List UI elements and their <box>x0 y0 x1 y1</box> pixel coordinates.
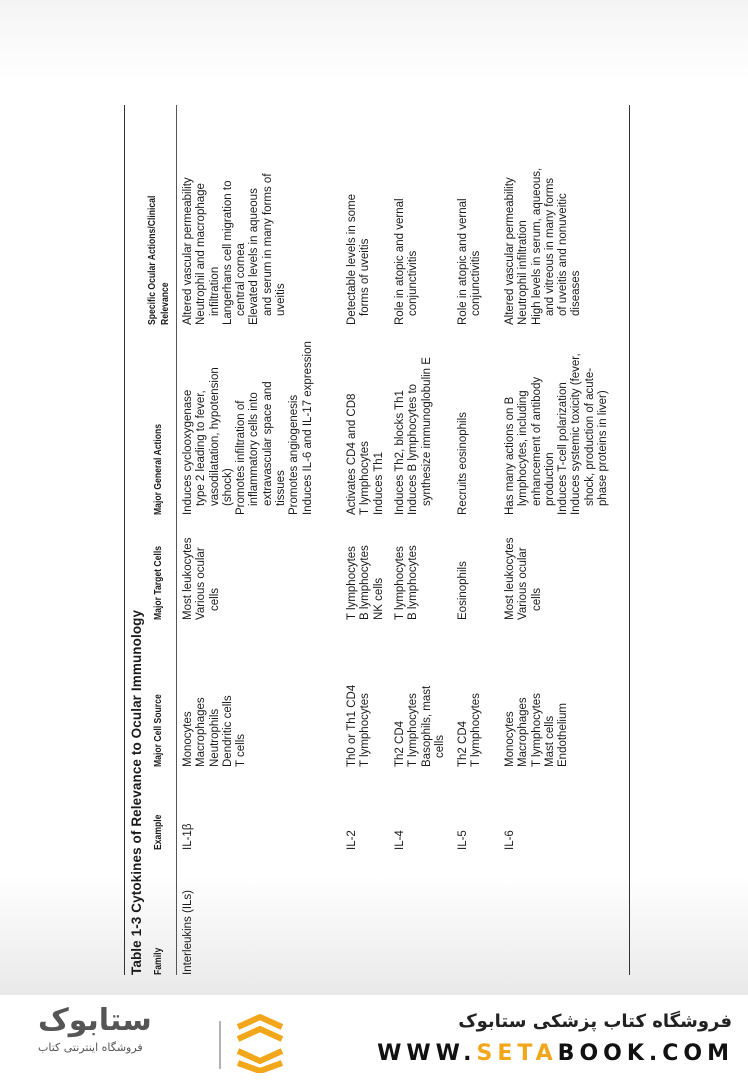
actions-line: synthesize immunoglobulin E <box>420 357 433 506</box>
actions-line: enhancement of antibody <box>530 376 543 506</box>
targets-line: T lymphocytes <box>394 546 406 620</box>
cell-ocular <box>182 173 288 325</box>
header-ocular-line: Relevance <box>159 282 171 325</box>
targets-line: Most leukocytes <box>504 537 516 620</box>
example-line: IL-1β <box>182 823 194 850</box>
source-line: T lymphocytes <box>407 693 420 767</box>
example-line: IL-2 <box>346 830 358 850</box>
targets-line: T lymphocytes <box>346 546 358 620</box>
ocular-line: Altered vascular permeability <box>182 177 194 325</box>
source-line: T lymphocytes <box>359 693 372 767</box>
table-title: Table 1-3 Cytokines of Relevance to Ocular Immunology <box>129 609 144 975</box>
actions-line: (shock) <box>221 468 234 506</box>
targets-line: Eosinophils <box>457 561 469 620</box>
ocular-line: conjunctivitis <box>407 250 420 316</box>
ocular-line: diseases <box>570 270 583 316</box>
cell-example <box>457 830 470 850</box>
cell-family <box>182 890 195 975</box>
actions-line: Induces systemic toxicity (fever, <box>570 353 583 515</box>
source-line: T cells <box>235 733 248 767</box>
ocular-line: Detectable levels in some <box>346 193 358 325</box>
cell-source <box>346 685 373 767</box>
targets-line: cells <box>530 587 543 611</box>
actions-line: lymphocytes, including <box>517 390 530 506</box>
cell-example <box>346 830 359 850</box>
source-line: T lymphocytes <box>530 693 543 767</box>
cell-source <box>457 693 484 767</box>
actions-line: Induces IL-6 and IL-17 expression <box>301 341 314 515</box>
cell-example <box>182 824 195 850</box>
actions-line: type 2 leading to fever, <box>195 390 208 506</box>
source-line: Dendritic cells <box>221 695 234 767</box>
ocular-line: forms of uveitis <box>359 238 372 316</box>
source-line: Basophils, mast <box>420 685 433 767</box>
store-url <box>377 1041 734 1066</box>
ocular-line: infiltration <box>208 266 221 316</box>
actions-line: production <box>543 452 556 506</box>
example-line: IL-4 <box>394 830 406 850</box>
actions-line: Activates CD4 and CD8 <box>346 393 358 515</box>
cell-ocular <box>394 198 421 325</box>
source-line: Neutrophils <box>208 708 221 767</box>
actions-line: Recruits eosinophils <box>457 412 469 515</box>
actions-line: Induces cyclooxygenase <box>182 389 194 515</box>
header-family: Family <box>152 947 164 975</box>
source-line: Mast cells <box>543 715 556 767</box>
ocular-line: and serum in many forms of <box>261 173 274 316</box>
actions-line: Induces T-cell polarization <box>557 382 570 515</box>
actions-line: Induces B lymphocytes to <box>407 383 420 515</box>
cell-ocular <box>504 168 584 325</box>
ocular-line: High levels in serum, aqueous, <box>530 167 543 325</box>
ocular-line: Neutrophil infiltration <box>517 220 530 325</box>
cell-actions <box>504 353 610 515</box>
targets-line: Most leukocytes <box>182 537 194 620</box>
cell-actions <box>394 357 434 515</box>
actions-line: extravascular space and <box>261 381 274 506</box>
ocular-line: Role in atopic and vernal <box>457 198 469 325</box>
cell-example <box>504 830 517 850</box>
header-actions: Major General Actions <box>152 423 164 515</box>
ocular-line: central cornea <box>235 243 248 316</box>
ocular-line: and vitreous in many forms <box>543 177 556 316</box>
source-line: Monocytes <box>182 711 194 767</box>
watermark-footer <box>0 995 748 1080</box>
header-ocular <box>146 196 172 325</box>
family-line: Interleukins (ILs) <box>182 889 194 975</box>
cell-actions <box>346 394 386 515</box>
actions-line: vasodilatation, hypotension <box>208 367 221 506</box>
table-top-rule <box>124 105 125 975</box>
ocular-line: Neutrophil and macrophage <box>195 183 208 325</box>
cell-ocular <box>457 198 484 325</box>
cell-actions <box>182 341 315 515</box>
source-line: Endothelium <box>557 703 570 767</box>
actions-line: Induces Th1 <box>372 451 385 515</box>
actions-line: Has many actions on B <box>504 396 516 515</box>
cell-targets <box>457 561 470 620</box>
actions-line: phase proteins in liver) <box>597 390 610 506</box>
cell-source <box>504 693 570 767</box>
ocular-line: Langerhans cell migration to <box>221 180 234 325</box>
cell-targets <box>346 545 386 620</box>
source-line: cells <box>433 734 446 758</box>
ocular-line: conjunctivitis <box>470 250 483 316</box>
cell-targets <box>504 538 544 620</box>
cell-example <box>394 830 407 850</box>
targets-line: cells <box>208 587 221 611</box>
source-line: Monocytes <box>504 711 516 767</box>
source-line: Th2 CD4 <box>457 720 469 767</box>
ocular-line: uveitis <box>275 283 288 316</box>
url-highlight: SETA <box>476 1041 558 1066</box>
brand-name: ستابوک <box>38 1003 152 1038</box>
ocular-line: Elevated levels in aqueous <box>248 188 261 325</box>
source-line: Macrophages <box>517 697 530 767</box>
url-prefix: WWW. <box>377 1041 477 1066</box>
actions-line: inflammatory cells into <box>248 392 261 506</box>
actions-line: shock, production of acute- <box>583 367 596 506</box>
source-line: Macrophages <box>195 697 208 767</box>
targets-line: NK cells <box>372 577 385 620</box>
header-rule <box>176 105 177 975</box>
ocular-line: of uveitis and nonuveitic <box>557 193 570 316</box>
actions-line: tissues <box>275 470 288 506</box>
targets-line: Various ocular <box>517 547 530 620</box>
ocular-line: Altered vascular permeability <box>504 177 516 325</box>
actions-line: Promotes angiogenesis <box>288 394 301 515</box>
table-bottom-rule <box>629 105 630 975</box>
brand-subtitle: فروشگاه اینترنتی کتاب <box>38 1041 143 1054</box>
example-line: IL-6 <box>504 830 516 850</box>
targets-line: B lymphocytes <box>359 545 372 620</box>
actions-line: Promotes infiltration of <box>235 400 248 515</box>
store-name: فروشگاه کتاب پزشکی ستابوک <box>458 1011 732 1032</box>
header-targets: Major Target Cells <box>152 545 164 620</box>
header-example: Example <box>152 814 164 850</box>
ocular-line: Role in atopic and vernal <box>394 198 406 325</box>
source-line: Th0 or Th1 CD4 <box>346 684 358 767</box>
header-ocular-line: Specific Ocular Actions/Clinical <box>146 195 158 325</box>
actions-line: Induces Th2, blocks Th1 <box>394 390 406 515</box>
cell-source <box>182 695 248 767</box>
targets-line: B lymphocytes <box>407 545 420 620</box>
cell-ocular <box>346 194 373 325</box>
rotated-table <box>124 95 624 975</box>
cell-targets <box>182 538 222 620</box>
url-suffix: BOOK.COM <box>557 1041 734 1066</box>
actions-line: T lymphocytes <box>359 441 372 515</box>
example-line: IL-5 <box>457 830 469 850</box>
cell-source <box>394 686 447 767</box>
cell-targets <box>394 545 421 620</box>
header-source: Major Cell Source <box>152 694 164 767</box>
targets-line: Various ocular <box>195 547 208 620</box>
source-line: Th2 CD4 <box>394 720 406 767</box>
cell-actions <box>457 412 470 515</box>
source-line: T lymphocytes <box>470 693 483 767</box>
